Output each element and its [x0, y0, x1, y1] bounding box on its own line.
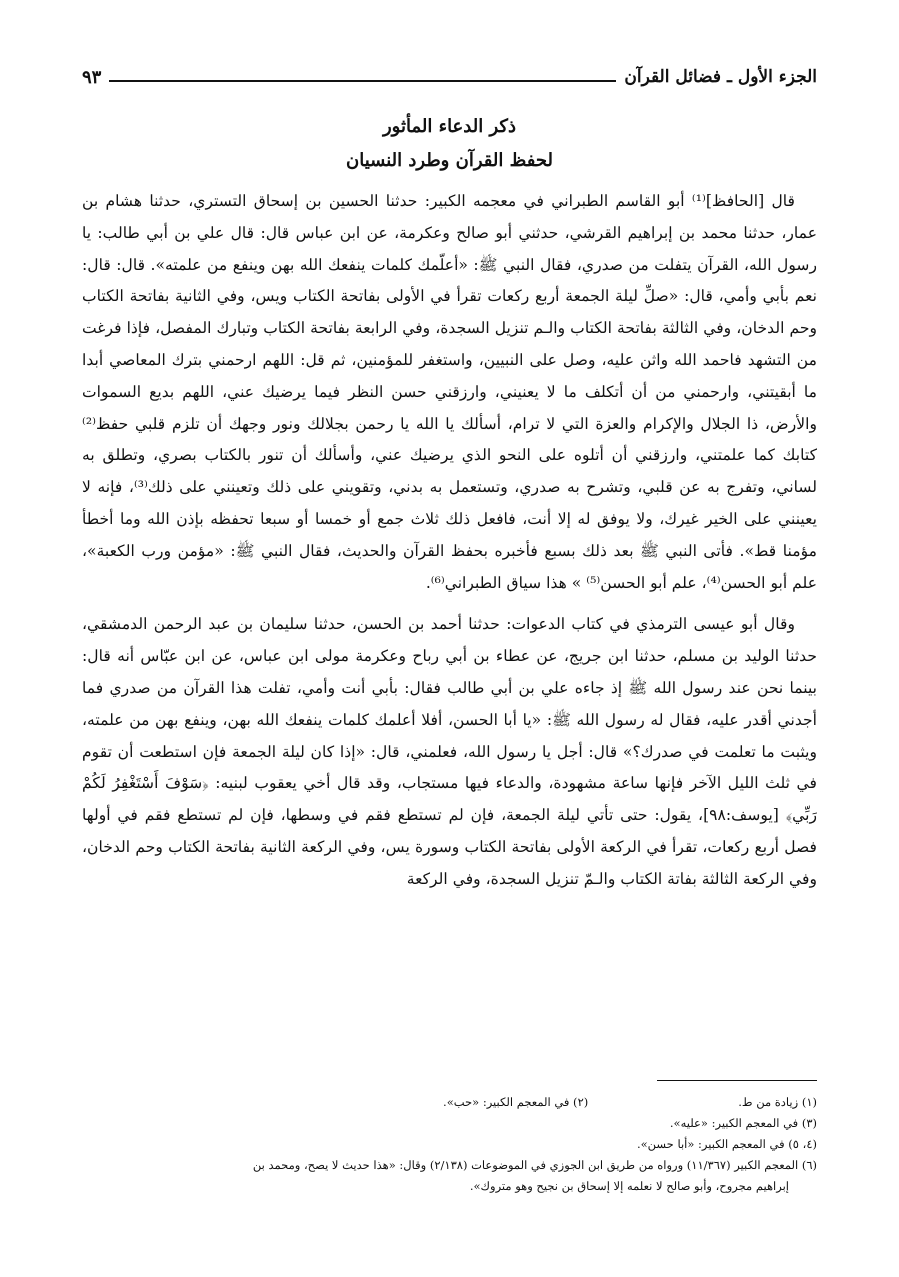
footnotes [82, 1092, 817, 1197]
footnote-3: (٣) في المعجم الكبير: «عليه». [669, 1116, 817, 1130]
footnote-6-line-1: (٦) المعجم الكبير (١١/٣٦٧) ورواه من طريق ابن الجوزي في الموضوعات (٢/١٣٨) وقال: «هذا حديث لا يصح، ومحمد بن [252, 1158, 817, 1172]
footnote-divider [657, 1080, 817, 1081]
footnote-2: (٢) في المعجم الكبير: «حب». [443, 1095, 589, 1109]
section-title [82, 110, 817, 178]
book-page [82, 60, 817, 1237]
header-rule [109, 80, 616, 82]
running-header [82, 60, 817, 94]
footnote-6 [82, 1155, 817, 1197]
paragraph-tirmidhi: وقال أبو عيسى الترمذي في كتاب الدعوات: حدثنا أحمد بن الحسن، حدثنا سليمان بن عبد الرحمن الدمشقي، حدثنا الوليد بن مسلم، حدثنا ابن جريج، عن عطاء بن أبي رباح وعكرمة مولى ابن عباس، عن ابن عبّاس أنه قال: بينما نحن عند رسول الله ﷺ إذ جاءه علي بن أبي طالب فقال: بأبي أنت وأمي، تفلت هذا القرآن من صدري فما أجدني أقدر عليه، فقال له رسول الله ﷺ: «يا أبا الحسن، أفلا أعلمك كلمات ينفعك الله بهن، وينفع بهن من علمته، ويثبت ما تعلمت في صدرك؟» قال: أجل يا رسول الله، فعلمني، قال: «إذا كان ليلة الجمعة فإن استطعت أن تقوم في ثلث الليل الآخر فإنها ساعة مشهودة، والدعاء فيها مستجاب، وقد قال أخي يعقوب لبنيه: ﴿سَوْفَ أَسْتَغْفِرُ لَكُمْ رَبِّي﴾ [يوسف:٩٨]، يقول: حتى تأتي ليلة الجمعة، فإن لم تستطع فقم في وسطها، فإن لم تستطع فقم في أولها فصل أربع ركعات، تقرأ في الركعة الأولى بفاتحة الكتاب وسورة يس، وفي الركعة الثانية بفاتحة الكتاب وحم الدخان، وفي الركعة الثالثة بفاتة الكتاب والـمّ تنزيل السجدة، وفي الركعة [82, 615, 817, 888]
footnote-4-5: (٤، ٥) في المعجم الكبير: «أبا حسن». [636, 1137, 817, 1151]
section-title-line-1: ذكر الدعاء المأثور [382, 116, 517, 137]
section-title-line-2: لحفظ القرآن وطرد النسيان [346, 150, 553, 171]
footnote-row-1-2 [82, 1092, 817, 1113]
page-number: ٩٣ [82, 66, 102, 88]
running-title: الجزء الأول ـ فضائل القرآن [624, 67, 817, 87]
footnote-1: (١) زيادة من ط. [738, 1095, 817, 1109]
paragraph-tabarani: قال [الحافظ]⁽¹⁾ أبو القاسم الطبراني في معجمه الكبير: حدثنا الحسين بن إسحاق التستري، حدثنا هشام بن عمار، حدثنا محمد بن إبراهيم القرشي، حدثني أبو صالح وعكرمة، عن ابن عباس قال: قال علي بن أبي طالب: يا رسول الله، القرآن يتفلت من صدري، فقال النبي ﷺ: «أعلّمك كلمات ينفعك الله بهن وينفع من علمته». قال: قال: نعم بأبي وأمي، قال: «صلِّ ليلة الجمعة أربع ركعات تقرأ في الأولى بفاتحة الكتاب ويس، وفي الثانية بفاتحة الكتاب وحم الدخان، وفي الثالثة بفاتحة الكتاب والـم تنزيل السجدة، وفي الرابعة بفاتحة الكتاب وتبارك المفصل، فإذا فرغت من التشهد فاحمد الله واثن عليه، وصل على النبيين، واستغفر للمؤمنين، ثم قل: اللهم ارحمني بترك المعاصي أبدا ما أبقيتني، وارحمني من أن أتكلف ما لا يعنيني، وارزقني حسن النظر فيما يرضيك عني، اللهم بديع السموات والأرض، ذا الجلال والإكرام والعزة التي لا ترام، أسألك يا الله يا رحمن بجلالك ونور وجهك أن تلزم قلبي حفظ⁽²⁾ كتابك كما علمتني، وارزقني أن أتلوه على النحو الذي يرضيك عني، وأسألك أن تنور بالكتاب بصري، وتطلق به لساني، وتفرج به عن قلبي، وتشرح به صدري، وتستعمل به بدني، وتقويني على ذلك وتعينني على ذلك⁽³⁾، فإنه لا يعينني على الخير غيرك، ولا يوفق له إلا أنت، فافعل ذلك ثلاث جمع أو خمسا أو سبعا تحفظه بإذن الله وما أخطأ مؤمنا قط». فأتى النبي ﷺ بعد ذلك بسبع فأخبره بحفظ القرآن والحديث، فقال النبي ﷺ: «مؤمن ورب الكعبة»، علم أبو الحسن⁽⁴⁾، علم أبو الحسن⁽⁵⁾ » هذا سياق الطبراني⁽⁶⁾. [82, 192, 817, 592]
main-text [82, 186, 817, 896]
footnote-6-line-2: إبراهيم مجروح، وأبو صالح لا نعلمه إلا إسحاق بن نجيح وهو متروك». [469, 1179, 789, 1193]
